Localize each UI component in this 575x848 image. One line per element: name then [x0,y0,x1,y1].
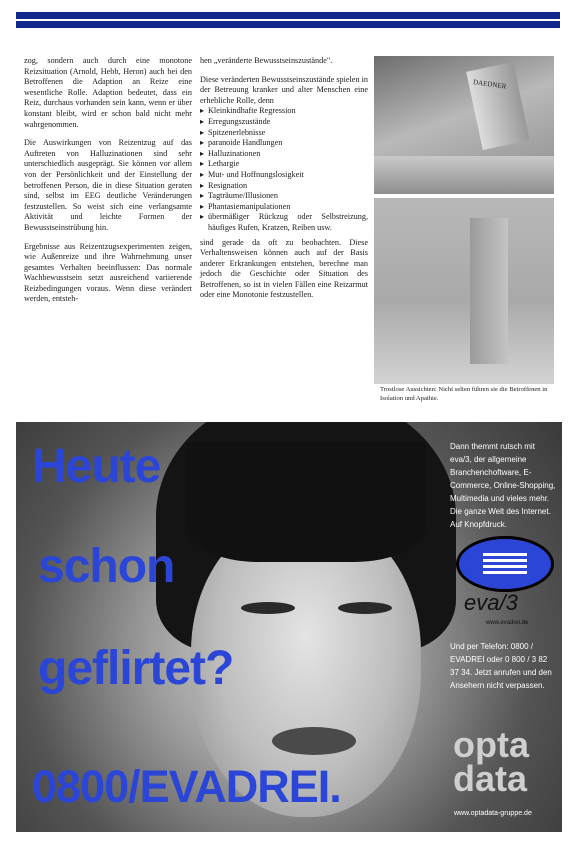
ad-photo-eye [338,602,392,614]
eva-logo-icon [456,536,554,592]
ad-phone-number: 0800/EVADREI. [32,761,341,812]
article-column-1 [24,56,192,313]
list-item: ▸ Kleinkindhafte Regression [200,106,368,117]
optadata-logo [453,724,529,799]
list-item: ▸ Resignation [200,181,368,192]
brand-url: www.evadrei.de [486,620,529,626]
paragraph: hen „veränderte Bewusstseinszustände". [200,56,333,65]
paragraph: Die Auswirkungen von Reizentzug auf das Auftreten von Halluzinationen sind sehr unterschiedlich ausgeprägt. Sie können vor allem von der Persönlichkeit und der Einstellung der betroffenen Person, die in diese Situation geraten sind, selbst im EEG deutliche Veränderungen festzustellen. So weist sich eine verlangsamte Aktivität und leichte Formen der Bewusstseinstrübung hin. [24,138,192,232]
list-item: ▸ Phantasiemanipulationen [200,202,368,213]
list-item: ▸ Halluzinationen [200,149,368,160]
ad-photo-eye [241,602,295,614]
list-item: ▸ Tagträume/Illusionen [200,191,368,202]
list-item: ▸ übermäßiger Rückzug oder Selbstreizung, häufiges Rufen, Kratzen, Reiben usw. [200,212,368,233]
ad-headline-line: Heute [32,440,161,493]
logo-word: data [453,758,528,799]
advertisement [16,422,562,832]
ad-photo-lips [272,727,356,755]
list-item: ▸ Mut- und Hoffnungslosigkeit [200,170,368,181]
ad-headline-line: geflirtet? [38,642,234,695]
list-item: ▸ Erregungszustände [200,117,368,128]
article-column-2 [200,56,368,309]
list-item: ▸ Spitzenerlebnisse [200,128,368,139]
photo-caption: Trostlose Aussichten: Nicht selten führen sie die Betroffenen in Isolation und Apathie. [380,386,548,402]
photo-desk [374,156,554,194]
list-item: ▸ Lethargie [200,159,368,170]
box-label: DAEDNER [472,78,507,91]
photo-box [466,62,530,150]
photo-empty-corridor [374,198,554,384]
brand-name: eva/3 [464,590,518,615]
paragraph: sind gerade da oft zu beobachten. Diese Verhaltensweisen können auch auf der Basis anderer Erkrankungen entstehen, berechne man jedoch die Geschichte oder Situation des Betroffenen, so ist in vielen Fällen eine Reizarmut oder eine Monotonie festzustellen. [200,237,368,300]
paragraph: Ergebnisse aus Reizentzugsexperimenten zeigen, wie Außenreize und ihre Wahrnehmung unser gesamtes Verhalten beeinflussen: Das normale Wachbewusstsein setzt ausreichend variierende Reizbedingungen voraus. Wenn diese verändert werden, entsteh- [24,241,192,304]
logo-word: opta [453,724,529,765]
photo-door [470,218,508,364]
ad-photo-fringe [186,442,426,562]
ad-body-text: Dann themmt rutsch mit eva/3, der allgemeine Branchenchoftware, E-Commerce, Online-Shopping, Multimedia und vieles mehr. Die ganze Welt des Internet. Auf Knopfdruck. [450,442,556,529]
symptom-list [200,106,368,233]
photo-medicine-box [374,56,554,194]
paragraph: zog, sondern auch durch eine monotone Reizsituation (Arnold, Hebb, Heron) auch bei den Betroffenen die Adaption an Reize eine wesentliche Rolle. Adaption bedeutet, dass ein Reiz, durchaus vorhanden sein kann, wenn er über konstant bleibt, wird er schon bald nicht mehr wahrgenommen. [24,56,192,129]
ad-contact-text: Und per Telefon: 0800 / EVADREI oder 0 800 / 3 82 37 34. Jetzt anrufen und den Ansehern nicht verpassen. [450,642,552,690]
paragraph: Diese veränderten Bewusstseinszustände spielen in der Betreuung kranker und alter Menschen eine erhebliche Rolle, denn [200,74,368,105]
ad-headline-line: schon [38,540,175,593]
list-item: ▸ paranoide Handlungen [200,138,368,149]
optadata-url: www.optadata-gruppe.de [454,810,532,817]
eva-logo-stripes [483,553,527,575]
header-bar [16,12,560,28]
